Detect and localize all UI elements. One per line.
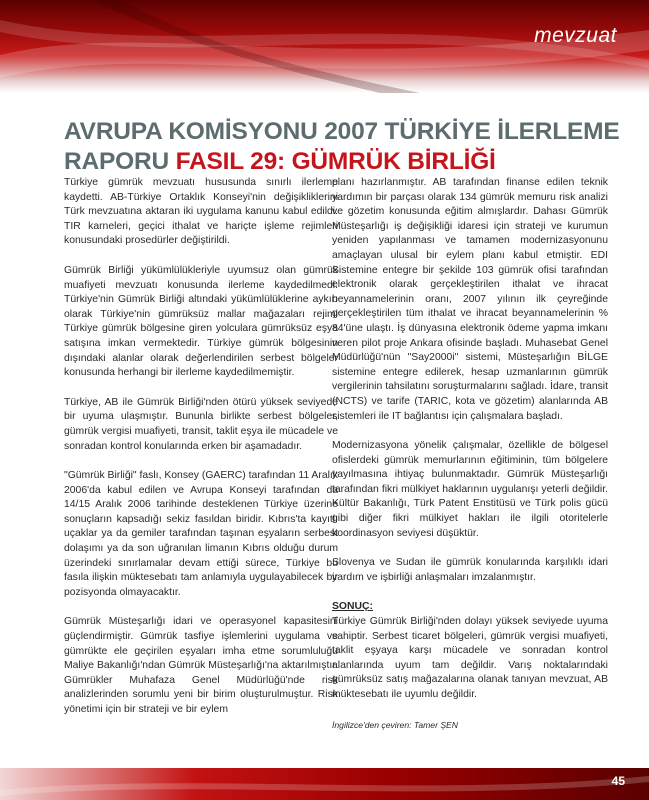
paragraph: Türkiye gümrük mevzuatı hususunda sınırlı ilerleme kaydetti. AB-Türkiye Ortaklık Konseyi'nin değişikliklerini Türk mevzuatına aktaran iki uygulama kanunu kabul edildi. TIR karneleri, geçici ithalat ve hariçte işleme rejimleri konusundaki prosedürler değiştirildi. — [64, 177, 338, 247]
paragraph: Türkiye, AB ile Gümrük Birliği'nden ötürü yüksek seviyede bir uyuma ulaşmıştır. Bununla birlikte serbest bölgeler, gümrük vergisi muafiyeti, transit, taklit eşya ile mücadele ve sonradan kontrol konularında erken bir aşamadadır. — [64, 396, 338, 452]
paragraph: Gümrük Birliği yükümlülükleriyle uyumsuz olan gümrük muafiyeti mevzuatı konusunda ilerleme kaydedilmedi. Türkiye'nin Gümrük Birliği altındaki yükümlülüklerine aykırı olarak Türkiye'nin gümrüksüz mallar mağazaları rejimi Türkiye gümrük bölgesine giren yolculara gümrüksüz eşya satışına imkan vermektedir. Türkiye gümrük bölgesinin dışındaki alanlar olarak değerlendirilen serbest bölgeler konusunda herhangi bir ilerleme kaydedilmemiştir. — [64, 264, 338, 379]
title-chapter: FASIL 29: GÜMRÜK BİRLİĞİ — [175, 148, 496, 175]
article-title — [64, 117, 624, 177]
paragraph: planı hazırlanmıştır. AB tarafından finanse edilen teknik yardımın bir parçası olarak 134 gümrük memuru risk analizi ve gözetim konusunda eğitim almışlardır. Dahası Gümrük Müsteşarlığı iş değişikliği idaresi için strateji ve kurumun yeniden yapılanması ve tamamen modernizasyonunu amaçlayan ulusal bir eylem planı kabul etmiştir. EDI Sistemine entegre bir şekilde 103 gümrük ofisi tarafından elektronik olarak gerçekleştirilen ithalat ve ihracat beyannamelerinin oranı, 2007 yılının ilk çeyreğinde gerçekleştirilen tüm ithalat ve ihracat beyannamelerinin % 84'üne ulaştı. İş dünyasına elektronik ödeme yapma imkanı veren pilot proje Ankara ofisinde başladı. Muhasebat Genel Müdürlüğü'nün "Say2000i" sistemi, Müsteşarlığın BİLGE sistemine entegre edilerek, hesap uzmanlarının gümrük vergilerinin tahsilatını soruşturmalarını sağladı. İdare, transit (NCTS) ve tarife (TARIC, kota ve gözetim) alanlarında AB sistemleri ile IT bağlantısı için çalışmalara başladı. — [332, 177, 608, 422]
paragraph: Modernizasyona yönelik çalışmalar, özellikle de bölgesel ofislerdeki gümrük memurlarının eğitiminin, tüm bölgelere yayılmasına ihtiyaç bulunmaktadır. Gümrük Müsteşarlığı tarafından fikri mülkiyet haklarının uygulanışı yeterli değildir. Kültür Bakanlığı, Türk Patent Enstitüsü ve Türk polis gücü gibi diğer fikri mülkiyet hakları ile ilgili otoritelerle koordinasyon seviyesi düşüktür. — [332, 440, 608, 539]
title-main: AVRUPA KOMİSYONU 2007 TÜRKİYE İLERLEME RAPORU — [64, 118, 620, 175]
conclusion-text: Türkiye Gümrük Birliği'nden dolayı yüksek seviyede uyuma sahiptir. Serbest ticaret bölgeleri, gümrük vergisi muafiyeti, taklit eşyaya karşı mücadele ve sonradan kontrol alanlarında uyum tam değildir. Varış noktalarındaki gümrüksüz satış mağazalarına olanak tanıyan mevzuat, AB müktesebatı ile uyumlu değildir. — [332, 616, 608, 700]
paragraph: Gümrük Müsteşarlığı idari ve operasyonel kapasitesini güçlendirmiştir. Gümrük tasfiye işlemlerini uygulama ve gümrükte ele geçirilen eşyaları imha etme sorumluluğu Maliye Bakanlığı'ndan Gümrük Müsteşarlığı'na aktarılmıştır. Gümrükler Muhafaza Genel Müdürlüğü'nde risk analizlerinden sorumlu yeni bir birim oluşturulmuştur. Risk yönetimi için bir strateji ve bir eylem — [64, 616, 338, 715]
left-column — [64, 176, 338, 733]
paragraph: "Gümrük Birliği" faslı, Konsey (GAERC) tarafından 11 Aralık 2006'da kabul edilen ve Avrupa Konseyi tarafından da 14/15 Aralık 2006 tarihinde desteklenen Türkiye üzerine sonuçların kapsadığı sekiz fasıldan biridir. Kıbrıs'ta kayıtlı uçaklar ya da gemiler tarafından taşınan eşyaların serbest dolaşımı ya da son uğranılan limanın Kıbrıs olduğu durum üzerindeki sınırlamalar devam ettiği sürece, Türkiye bu fasıla ilişkin müktesebatı tam anlamıyla uygulayabilecek bir pozisyonda olmayacaktır. — [64, 470, 338, 598]
section-label: mevzuat — [534, 24, 617, 47]
translator-credit: İngilizce'den çeviren: Tamer ŞEN — [332, 719, 458, 730]
right-column — [332, 176, 608, 732]
footer-banner — [0, 768, 649, 800]
footer-swirl-graphic — [0, 768, 649, 800]
page-number: 45 — [611, 774, 625, 788]
conclusion-heading: SONUÇ: — [332, 601, 373, 613]
paragraph: Slovenya ve Sudan ile gümrük konularında karşılıklı idari yardım ve işbirliği anlaşmaları imzalanmıştır. — [332, 557, 608, 583]
